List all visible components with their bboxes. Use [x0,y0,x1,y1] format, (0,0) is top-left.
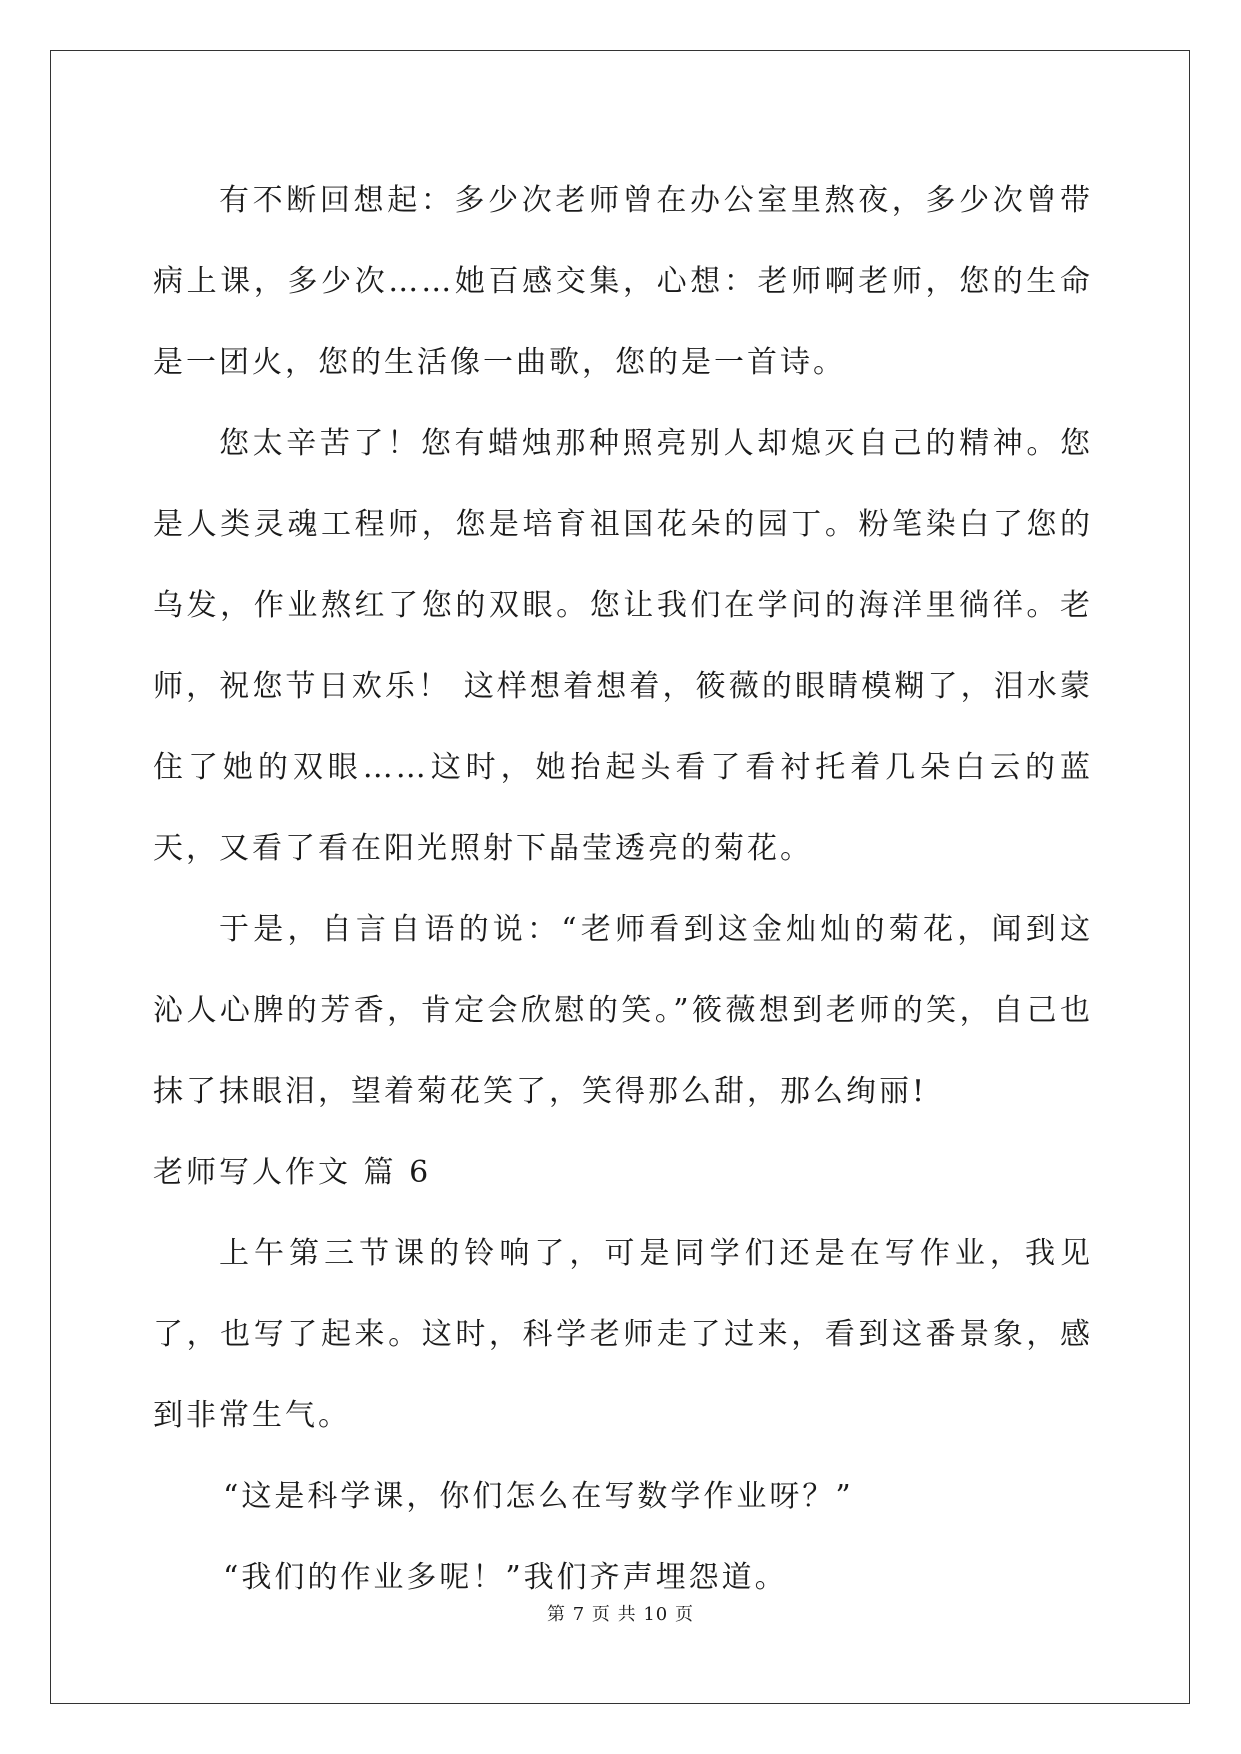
paragraph-3: 于是，自言自语的说：“老师看到这金灿灿的菊花，闻到这沁人心脾的芳香，肯定会欣慰的笑。”筱薇想到老师的笑，自己也抹了抹眼泪，望着菊花笑了，笑得那么甜，那么绚丽! [153,912,1093,1109]
section-paragraph-3: “我们的作业多呢！”我们齐声埋怨道。 [223,1560,788,1595]
document-body [153,160,1093,1618]
paragraph-1: 有不断回想起：多少次老师曾在办公室里熬夜，多少次曾带病上课，多少次……她百感交集，心想：老师啊老师，您的生命是一团火，您的生活像一曲歌，您的是一首诗。 [153,183,1093,380]
section-paragraph-1: 上午第三节课的铃响了，可是同学们还是在写作业，我见了，也写了起来。这时，科学老师走了过来，看到这番景象，感到非常生气。 [153,1236,1093,1433]
section-heading: 老师写人作文 篇 6 [153,1155,432,1190]
page-footer [0,1600,1241,1626]
page-number: 第 7 页 共 10 页 [547,1604,694,1625]
paragraph-2: 您太辛苦了！您有蜡烛那种照亮别人却熄灭自己的精神。您是人类灵魂工程师，您是培育祖国花朵的园丁。粉笔染白了您的乌发，作业熬红了您的双眼。您让我们在学问的海洋里徜徉。老师，祝您节日欢乐！ 这样想着想着，筱薇的眼睛模糊了，泪水蒙住了她的双眼……这时，她抬起头看了看衬托着几朵白云的蓝天，又看了看在阳光照射下晶莹透亮的菊花。 [153,426,1093,866]
section-paragraph-2: “这是科学课，你们怎么在写数学作业呀？” [223,1479,854,1514]
